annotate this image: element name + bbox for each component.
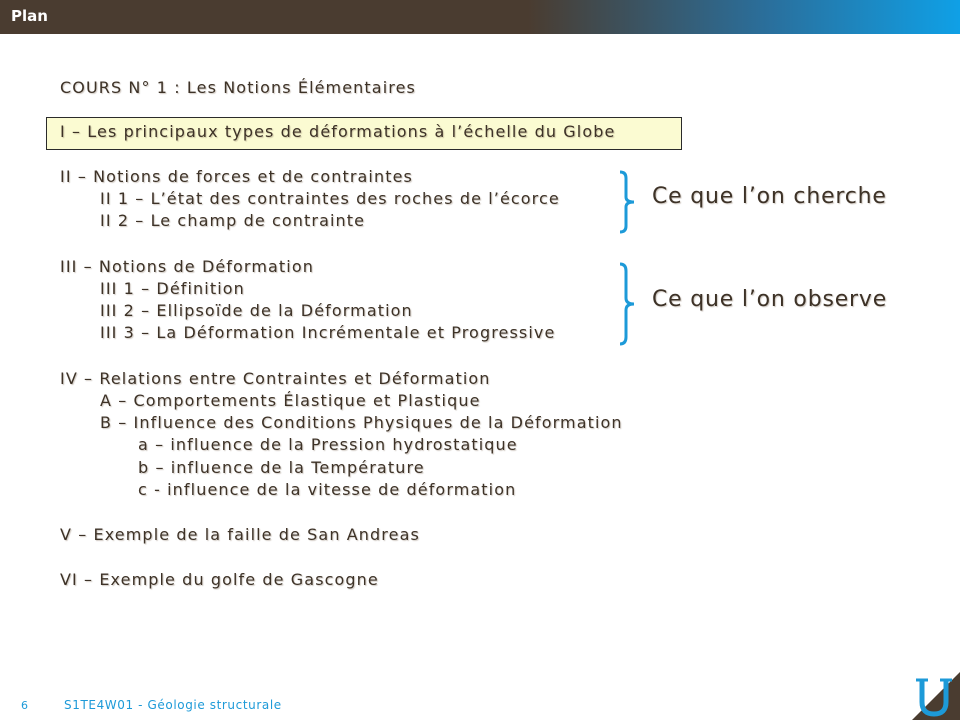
outline-item: a – influence de la Pression hydrostatique — [138, 435, 518, 454]
course-label: S1TE4W01 - Géologie structurale — [64, 698, 282, 712]
outline-item: COURS N° 1 : Les Notions Élémentaires — [60, 78, 416, 97]
slide-title: Plan — [11, 7, 48, 25]
note-search: Ce que l’on cherche — [652, 184, 887, 209]
outline-item: c - influence de la vitesse de déformation — [138, 480, 517, 499]
note-observe: Ce que l’on observe — [652, 287, 888, 312]
outline-item: I – Les principaux types de déformations à l’échelle du Globe — [60, 122, 616, 141]
outline-item: IV – Relations entre Contraintes et Déformation — [60, 369, 491, 388]
outline-item: III 1 – Définition — [100, 279, 245, 298]
outline-item: III 3 – La Déformation Incrémentale et Progressive — [100, 323, 556, 342]
outline-item: B – Influence des Conditions Physiques de la Déformation — [100, 413, 623, 432]
university-logo-icon — [914, 676, 954, 718]
outline-item: III – Notions de Déformation — [60, 257, 314, 276]
outline-item: b – influence de la Température — [138, 458, 425, 477]
outline-item: V – Exemple de la faille de San Andreas — [60, 525, 420, 544]
outline-item: A – Comportements Élastique et Plastique — [100, 391, 481, 410]
outline-item: II 2 – Le champ de contrainte — [100, 211, 366, 230]
brace-observe-icon — [612, 262, 638, 346]
outline-item: II 1 – L’état des contraintes des roches de l’écorce — [100, 189, 560, 208]
page-number: 6 — [21, 699, 28, 712]
outline-item: II – Notions de forces et de contraintes — [60, 167, 413, 186]
outline-item: III 2 – Ellipsoïde de la Déformation — [100, 301, 413, 320]
header-bar — [0, 0, 960, 34]
brace-search-icon — [612, 170, 638, 234]
outline-item: VI – Exemple du golfe de Gascogne — [60, 570, 379, 589]
